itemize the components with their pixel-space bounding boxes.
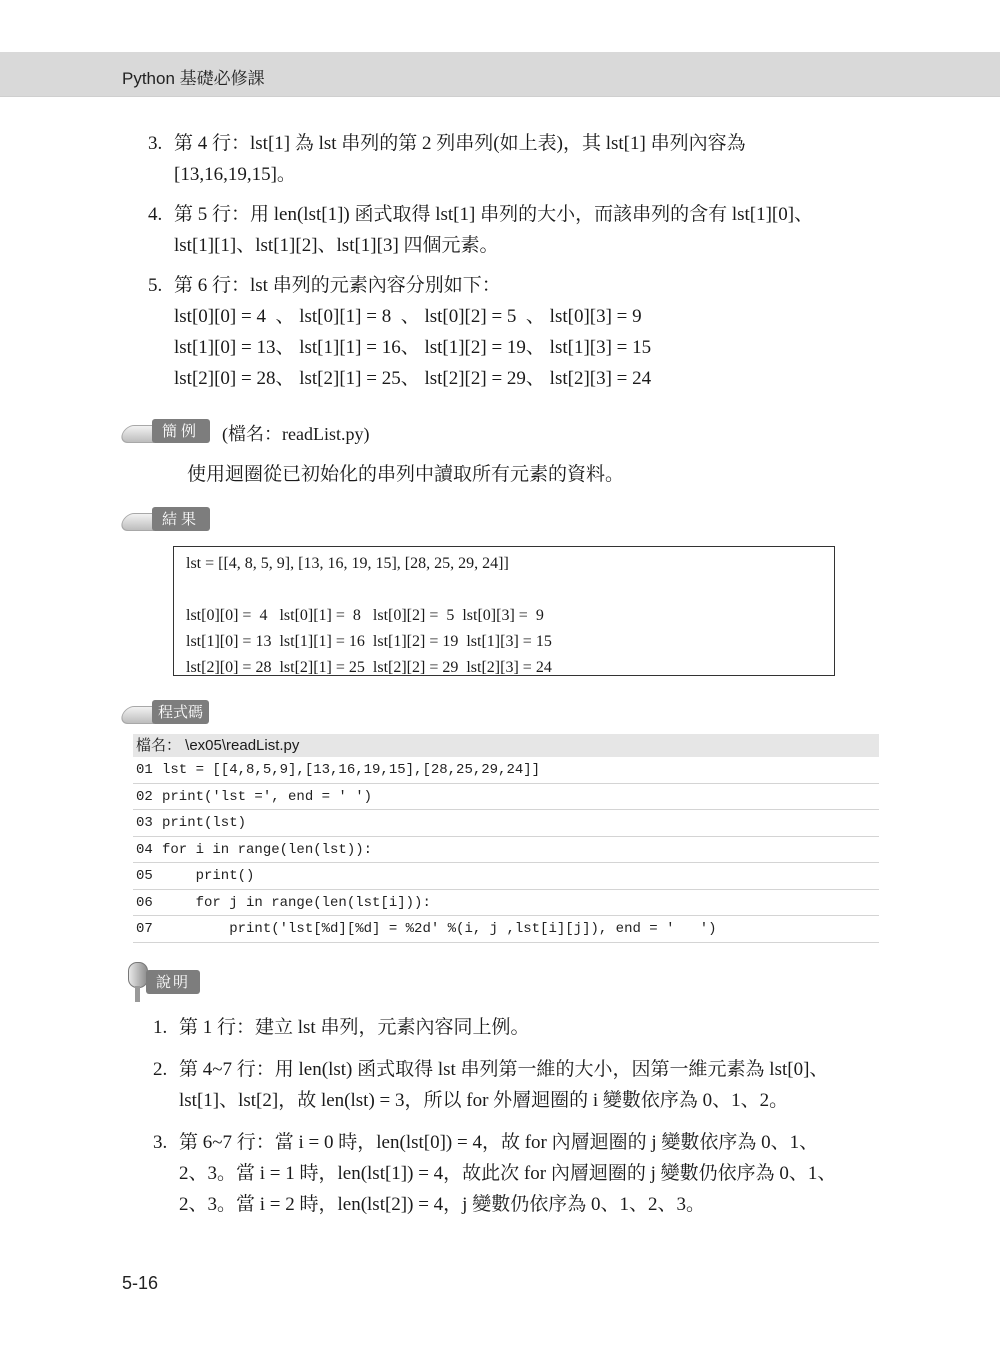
item-line: 第 5 行：用 len(lst[1]) 函式取得 lst[1] 串列的大小，而該串列的含有 lst[1][0]、 <box>174 204 814 225</box>
item-number: 4. <box>148 204 163 225</box>
example-filename: (檔名：readList.py) <box>222 424 370 444</box>
item-line: 第 1 行：建立 lst 串列，元素內容同上例。 <box>179 1017 530 1038</box>
code-line <box>133 810 879 837</box>
item-line: lst[1][1]、lst[1][2]、lst[1][3] 四個元素。 <box>174 235 499 256</box>
item-line: 第 6 行：lst 串列的元素內容分別如下： <box>174 275 501 296</box>
output-line: lst[1][0] = 13 lst[1][1] = 16 lst[1][2] = 19 lst[1][3] = 15 <box>186 633 552 650</box>
list-item <box>148 270 888 394</box>
item-number: 3. <box>153 1132 168 1153</box>
output-line <box>186 577 822 603</box>
item-line: lst[0][0] = 4 、 lst[0][1] = 8 、 lst[0][2] = 5 、 lst[0][3] = 9 <box>174 306 642 327</box>
list-item <box>153 1127 893 1220</box>
list-item <box>148 199 888 261</box>
code-text: print() <box>162 868 255 884</box>
list-item <box>153 1012 893 1043</box>
output-line: lst = [[4, 8, 5, 9], [13, 16, 19, 15], [28, 25, 29, 24]] <box>186 555 509 572</box>
result-tag-label: 結果 <box>152 507 210 531</box>
output-line: lst[0][0] = 4 lst[0][1] = 8 lst[0][2] = 5 lst[0][3] = 9 <box>186 607 544 624</box>
item-number: 5. <box>148 275 163 296</box>
item-number: 2. <box>153 1059 168 1080</box>
code-text: for j in range(len(lst[i])): <box>162 894 431 911</box>
item-line: [13,16,19,15]。 <box>174 164 296 185</box>
code-text: print('lst =', end = ' ') <box>162 788 373 805</box>
example-description: 使用迴圈從已初始化的串列中讀取所有元素的資料。 <box>187 464 625 485</box>
line-number: 02 <box>136 788 153 805</box>
line-number: 07 <box>136 921 153 937</box>
item-number: 1. <box>153 1017 168 1038</box>
top-numbered-list <box>148 128 888 403</box>
result-output-box <box>173 546 835 676</box>
list-item <box>148 128 888 190</box>
code-line <box>133 916 879 943</box>
code-text: print('lst[%d][%d] = %2d' %(i, j ,lst[i][j]), end = ' ') <box>162 921 717 937</box>
line-number: 06 <box>136 894 153 911</box>
code-text: print(lst) <box>162 815 247 831</box>
page-number: 5-16 <box>122 1273 159 1293</box>
explanation-list <box>153 1012 893 1231</box>
line-number: 03 <box>136 815 153 831</box>
output-line: lst[2][0] = 28 lst[2][1] = 25 lst[2][2] = 29 lst[2][3] = 24 <box>186 659 552 676</box>
item-line: 2、3。當 i = 2 時，len(lst[2]) = 4，j 變數仍依序為 0、1、2、3。 <box>179 1194 705 1215</box>
example-tag-label: 簡例 <box>152 419 210 443</box>
code-line <box>133 890 879 917</box>
code-line <box>133 863 879 890</box>
line-number: 01 <box>136 762 153 778</box>
item-line: lst[1]、lst[2]，故 len(lst) = 3，所以 for 外層迴圈的 i 變數依序為 0、1、2。 <box>179 1090 789 1111</box>
list-item <box>153 1054 893 1116</box>
item-line: lst[2][0] = 28、 lst[2][1] = 25、 lst[2][2] = 29、 lst[2][3] = 24 <box>174 368 652 389</box>
book-title: Python 基礎必修課 <box>122 69 265 88</box>
code-filename: 檔名： \ex05\readList.py <box>133 734 879 757</box>
code-text: for i in range(len(lst)): <box>162 841 373 858</box>
microphone-icon <box>126 962 148 1002</box>
running-header <box>0 52 1000 97</box>
line-number: 05 <box>136 868 153 884</box>
code-listing <box>133 757 879 943</box>
item-line: 第 6~7 行：當 i = 0 時，len(lst[0]) = 4，故 for 內層迴圈的 j 變數依序為 0、1、 <box>179 1132 819 1153</box>
code-line <box>133 784 879 811</box>
item-number: 3. <box>148 133 163 154</box>
code-line <box>133 757 879 784</box>
item-line: 第 4 行：lst[1] 為 lst 串列的第 2 列串列(如上表)，其 lst[1] 串列內容為 <box>174 133 746 154</box>
code-line <box>133 837 879 864</box>
code-text: lst = [[4,8,5,9],[13,16,19,15],[28,25,29,24]] <box>162 762 541 778</box>
line-number: 04 <box>136 841 153 858</box>
code-tag-label: 程式碼 <box>152 700 209 724</box>
item-line: 第 4~7 行：用 len(lst) 函式取得 lst 串列第一維的大小，因第一維元素為 lst[0]、 <box>179 1059 829 1080</box>
item-line: 2、3。當 i = 1 時，len(lst[1]) = 4，故此次 for 內層迴圈的 j 變數仍依序為 0、1、 <box>179 1163 837 1184</box>
explanation-tag-label: 說明 <box>146 970 200 994</box>
item-line: lst[1][0] = 13、 lst[1][1] = 16、 lst[1][2] = 19、 lst[1][3] = 15 <box>174 337 652 358</box>
